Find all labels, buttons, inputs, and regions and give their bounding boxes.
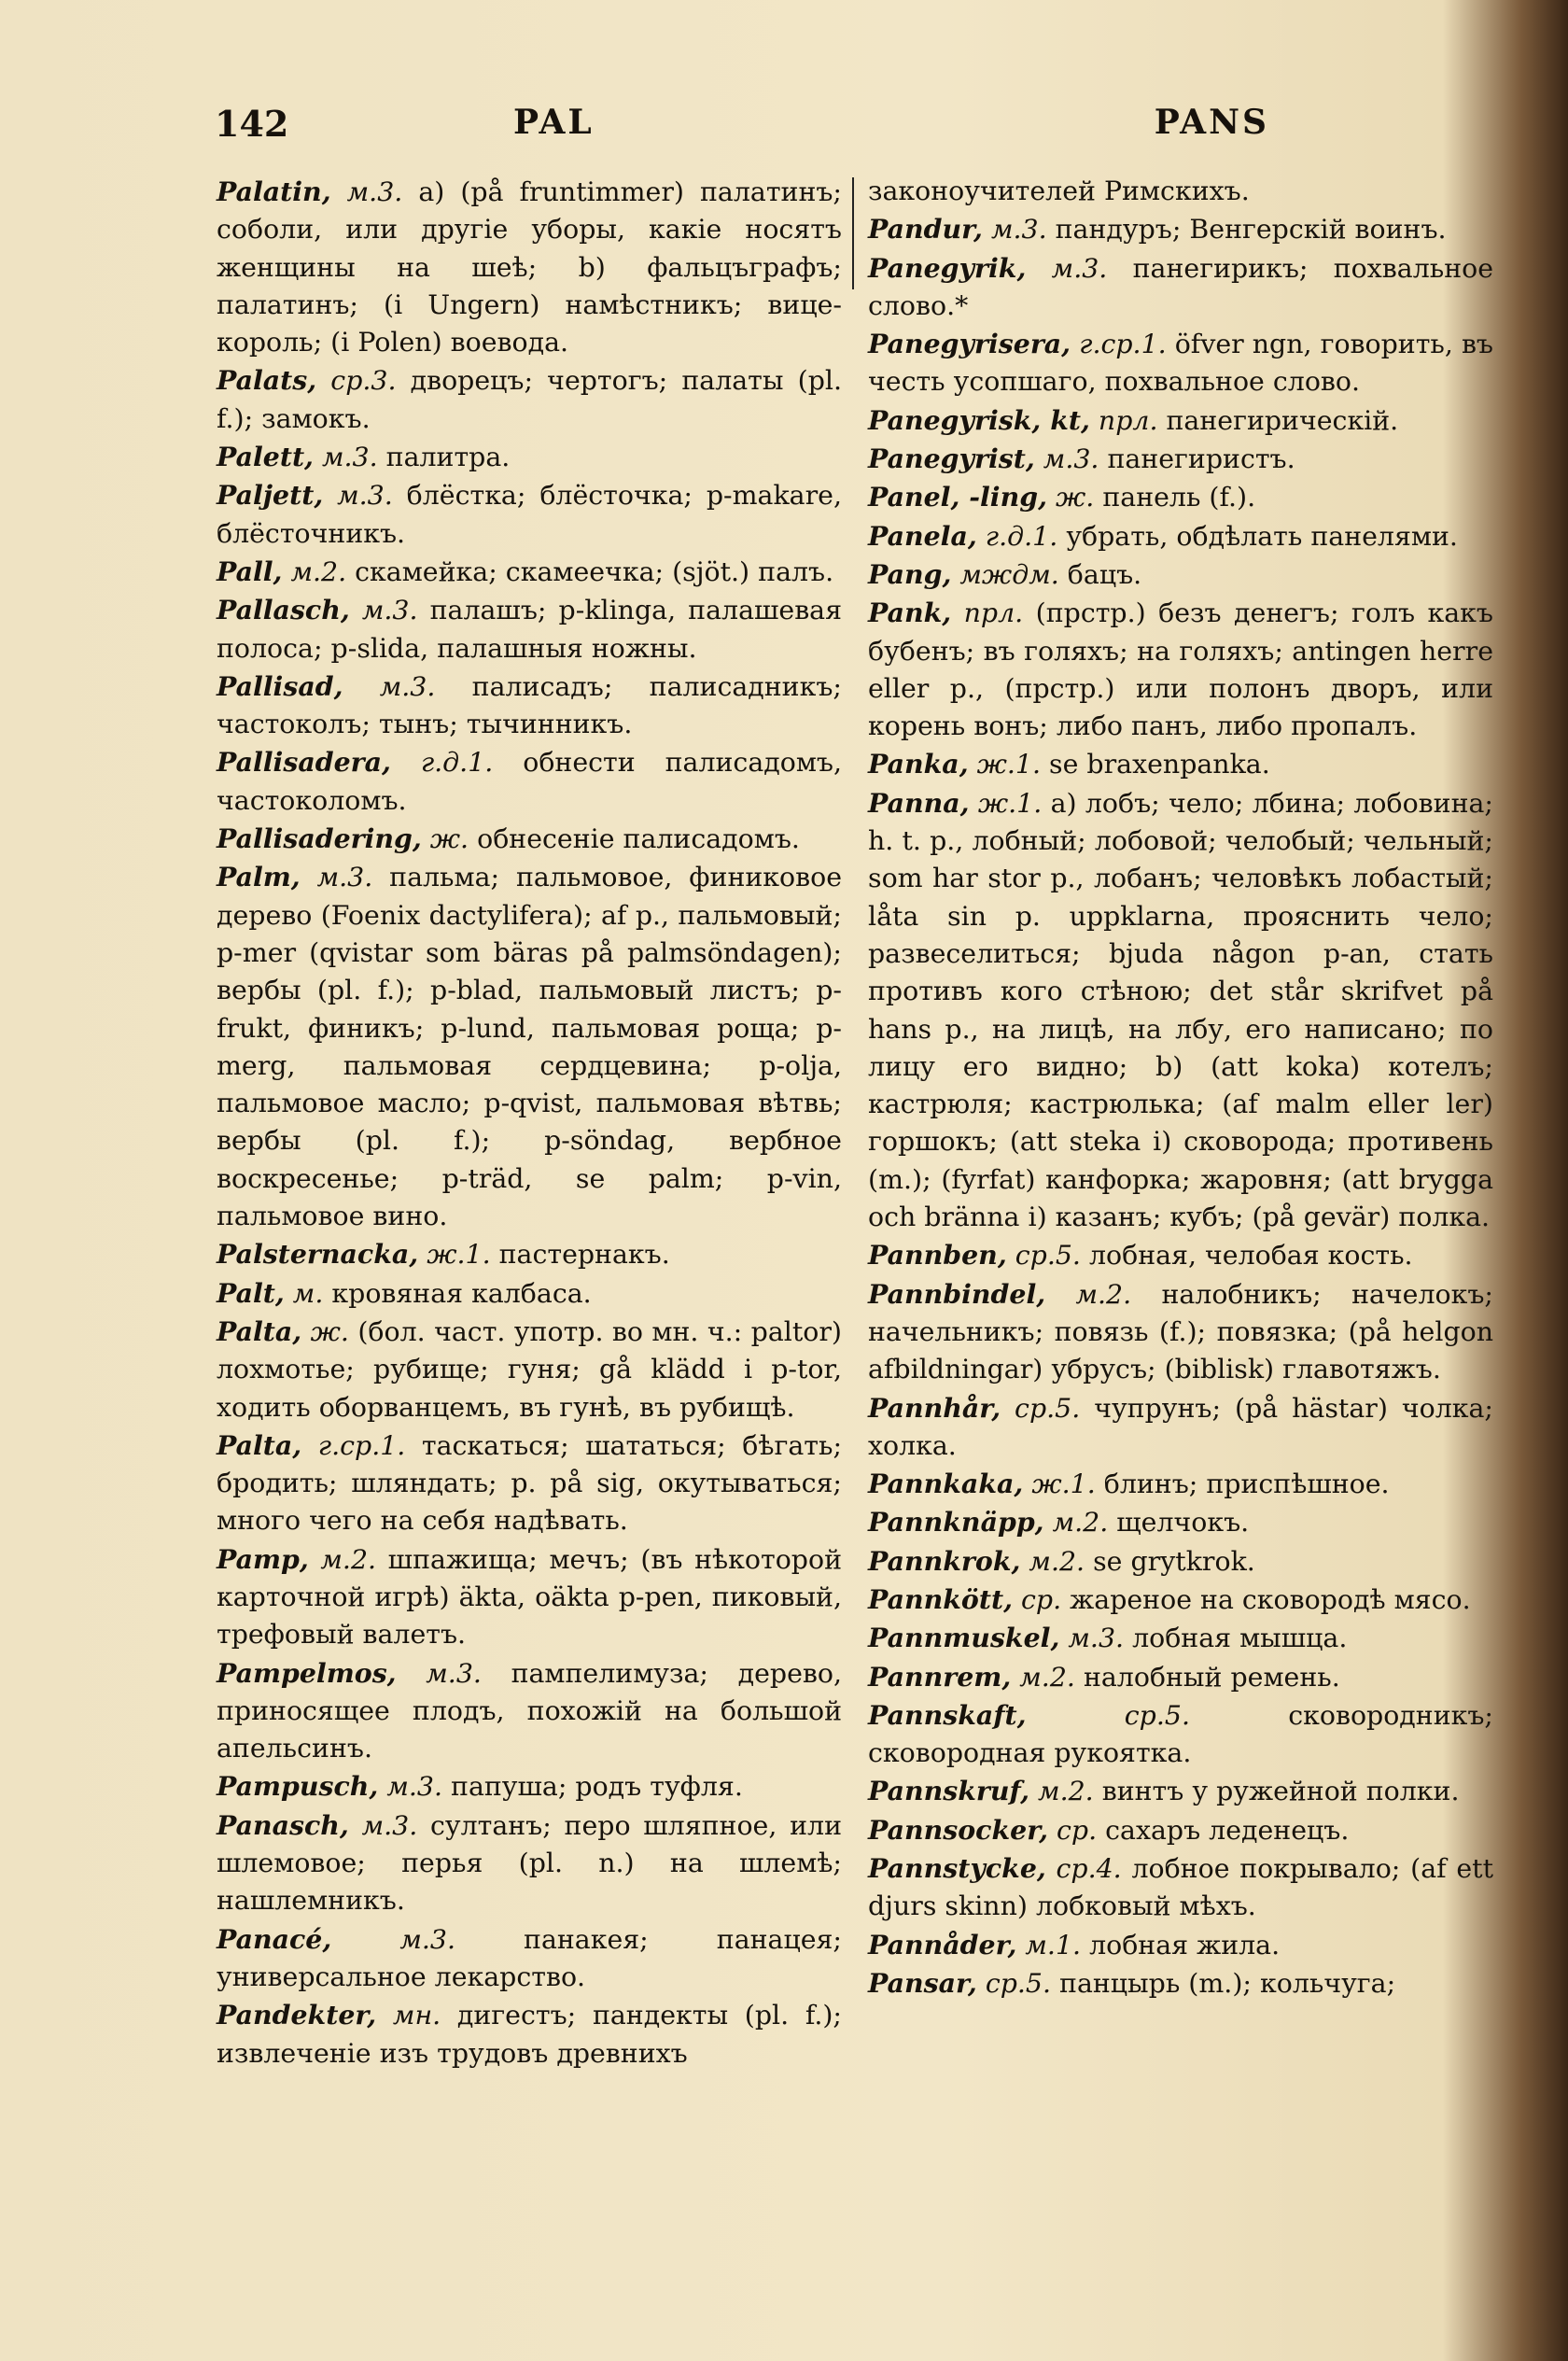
entry-headword: Palt, [217, 1276, 285, 1309]
entry-definition: панель (f.). [1102, 482, 1256, 513]
entry-definition: шпажища; мечъ; (въ нѣкоторой карточной игрѣ) äkta, oäkta p-pen, пиковый, трефовый валетъ. [217, 1543, 842, 1651]
dictionary-entry [217, 1654, 842, 1768]
entry-definition: обнести палисадомъ, частоколомъ. [217, 747, 842, 816]
entry-definition: панегирикъ; похвальное слово.* [868, 252, 1494, 321]
entry-definition: палашъ; p-klinga, палашевая полоса; p-slida, палашныя ножны. [217, 595, 843, 664]
entry-headword: Pandekter, [217, 1999, 377, 2031]
entry-headword: Pannben, [868, 1239, 1007, 1272]
entry-headword: Palett, [217, 441, 314, 473]
dictionary-entry [868, 1465, 1493, 1503]
guide-word-right: PANS [1154, 103, 1269, 142]
entry-definition: se grytkrok. [1093, 1545, 1255, 1577]
entry-definition: панцырь (m.); кольчуга; [1059, 1967, 1396, 1999]
entry-headword: Pannskruf, [868, 1775, 1029, 1807]
entry-headword: Pank, [868, 597, 952, 629]
entry-definition: дигестъ; пандекты (pl. f.); извлеченіе изъ трудовъ древнихъ [217, 2000, 843, 2069]
entry-headword: Panegyrik, [868, 251, 1027, 284]
entry-headword: Palats, [217, 364, 317, 397]
dictionary-entry [217, 438, 842, 476]
entry-grammar: ж. [310, 1315, 349, 1347]
entry-grammar: прл. [963, 597, 1024, 629]
page-number: 142 [215, 103, 289, 145]
entry-definition: жареное на сковородѣ мясо. [1070, 1583, 1471, 1615]
entry-grammar: г.ср.1. [1079, 329, 1167, 360]
entry-headword: Pannknäpp, [868, 1506, 1044, 1539]
entry-headword: Pallisadera, [217, 746, 391, 779]
entry-definition: панегирическій. [1166, 404, 1399, 436]
right-column [868, 173, 1493, 2003]
dictionary-entry [217, 1540, 842, 1654]
entry-headword: Pannkrok, [868, 1544, 1021, 1577]
dictionary-entry [868, 555, 1493, 594]
entry-headword: Pampusch, [217, 1770, 379, 1803]
dictionary-entry [868, 401, 1493, 440]
dictionary-entry [868, 1849, 1493, 1926]
entry-grammar: ср.3. [330, 365, 397, 397]
entry-headword: Palsternacka, [217, 1238, 419, 1271]
dictionary-entry [868, 1696, 1493, 1773]
entry-headword: Panasch, [217, 1808, 349, 1841]
dictionary-entry [868, 1926, 1493, 1964]
entry-grammar: м.3. [379, 670, 436, 702]
entry-definition: панегиристъ. [1107, 443, 1295, 475]
entry-grammar: м.2. [1075, 1278, 1132, 1310]
dictionary-entry [868, 1581, 1493, 1619]
entry-definition: налобный ремень. [1083, 1661, 1340, 1693]
entry-definition: лобная, челобая кость. [1088, 1240, 1413, 1272]
entry-grammar: м.3. [316, 862, 373, 893]
entry-grammar: м.3. [1043, 443, 1099, 475]
entry-definition: блинъ; приспѣшное. [1103, 1469, 1390, 1500]
entry-definition: палитра. [385, 442, 511, 473]
entry-grammar: ж.1. [1031, 1469, 1096, 1500]
dictionary-entry [868, 1236, 1493, 1274]
entry-definition: лобная жила. [1089, 1929, 1281, 1960]
dictionary-entry [217, 743, 842, 820]
entry-grammar: ср. [1057, 1814, 1098, 1846]
entry-headword: Pallisad, [217, 669, 343, 702]
entry-definition: щелчокъ. [1116, 1507, 1250, 1539]
dictionary-entry [217, 1920, 842, 1997]
entry-headword: Pall, [217, 555, 283, 587]
entry-headword: Pang, [868, 557, 952, 590]
entry-definition: панакея; панацея; универсальное лекарство. [217, 1923, 843, 1992]
entry-headword: Paljett, [217, 479, 324, 512]
entry-grammar: м.3. [337, 480, 393, 512]
entry-definition: бацъ. [1067, 558, 1142, 590]
entry-grammar: м.3. [426, 1657, 482, 1689]
entry-definition: пампелимуза; дерево, приносящее плодъ, похожій на большой апельсинъ. [217, 1657, 842, 1764]
entry-grammar: м.3. [346, 176, 403, 207]
entry-grammar: ж.1. [976, 749, 1041, 780]
dictionary-entry [868, 173, 1493, 210]
dictionary-entry [868, 745, 1493, 783]
entry-headword: Panegyrisk, kt, [868, 403, 1090, 436]
dictionary-entry [217, 173, 842, 361]
dictionary-entry [868, 1811, 1493, 1849]
entry-grammar: г.д.1. [420, 747, 494, 779]
dictionary-entry [217, 1996, 842, 2073]
entry-definition: a) (på fruntimmer) палатинъ; соболи, или другіе уборы, какіе носятъ женщины на шеѣ; b) фальцъграфъ; палатинъ; (i Ungern) намѣстникъ; вице-король; (i Polen) воевода. [217, 176, 842, 358]
entry-grammar: м.1. [1025, 1929, 1082, 1960]
dictionary-entry [868, 1275, 1493, 1389]
dictionary-entry [868, 517, 1493, 555]
dictionary-entry [217, 361, 842, 438]
column-divider [852, 177, 854, 289]
entry-grammar: м.3. [321, 442, 378, 473]
entry-headword: Pannhår, [868, 1391, 1001, 1424]
dictionary-entry [868, 249, 1493, 326]
entry-grammar: ср.5. [1015, 1240, 1081, 1272]
entry-definition: блёстка; блёсточка; p-makare, блёсточникъ. [217, 480, 842, 549]
dictionary-entry [868, 1542, 1493, 1581]
entry-definition: сковородникъ; сковородная рукоятка. [868, 1699, 1493, 1769]
entry-headword: Pallisadering, [217, 822, 422, 855]
entry-headword: Pannkaka, [868, 1468, 1024, 1500]
entry-definition: se braxenpanka. [1049, 749, 1270, 780]
entry-definition: a) лобъ; чело; лбина; лобовина; h. t. p., лобный; лобовой; челобый; чельный; som har stor p., лобанъ; человѣкъ лобастый; låta sin p. uppklarna, прояснить чело; развеселиться; bjuda någon p-an, стать противъ кого стѣною; det står skrifvet på hans p., на лицѣ, на лбу, его написано; по лицу его видно; b) (att koka) котелъ; кастрюля; кастрюлька; (af malm eller ler) горшокъ; (att steka i) сковорода; противень (m.); (fyrfat) канфорка; жаровня; (att brygga och bränna i) казанъ; кубъ; (på gevär) полка. [868, 787, 1493, 1233]
entry-definition: папуша; родъ туфля. [451, 1771, 743, 1803]
entry-headword: Pannstycke, [868, 1852, 1046, 1885]
dictionary-entry [217, 668, 842, 744]
entry-headword: Palta, [217, 1314, 302, 1347]
entry-headword: Pandur, [868, 213, 983, 246]
entry-grammar: м.3. [990, 214, 1047, 246]
entry-grammar: г.ср.1. [317, 1429, 406, 1461]
dictionary-entry [868, 1772, 1493, 1810]
entry-definition: (бол. част. употр. во мн. ч.: paltor) лохмотье; рубище; гуня; gå klädd i p-tor, ходить оборванцемъ, въ гунѣ, въ рубищѣ. [217, 1315, 842, 1423]
entry-headword: Panela, [868, 519, 977, 552]
entry-grammar: м.2. [290, 555, 347, 587]
dictionary-entry [868, 594, 1493, 745]
entry-headword: Pannsocker, [868, 1813, 1048, 1846]
entry-grammar: м.2. [1019, 1661, 1075, 1693]
entry-headword: Panacé, [217, 1922, 332, 1955]
dictionary-entry [868, 784, 1493, 1237]
entry-definition: палисадъ; палисадникъ; частоколъ; тынъ; тычинникъ. [217, 670, 842, 740]
dictionary-entry [217, 1235, 842, 1273]
entry-headword: Pannkött, [868, 1582, 1013, 1615]
entry-definition: султанъ; перо шляпное, или шлемовое; перья (pl. n.) на шлемѣ; нашлемникъ. [217, 1809, 843, 1917]
dictionary-entry [868, 1964, 1493, 2003]
entry-headword: Panna, [868, 786, 970, 819]
dictionary-entry [868, 210, 1493, 248]
entry-definition: пальма; пальмовое, финиковое дерево (Foenix dactylifera); af p., пальмовый; p-mer (qvistar som bäras på palmsöndagen); вербы (pl. f.); p-blad, пальмовый листъ; p-frukt, финикъ; p-lund, пальмовая роща; p-merg, пальмовая сердцевина; p-olja, пальмовое масло; p-qvist, пальмовая вѣтвь; вербы (pl. f.); p-söndag, вербное воскресенье; p-träd, se palm; p-vin, пальмовое вино. [217, 862, 843, 1232]
entry-headword: Pannrem, [868, 1660, 1012, 1693]
entry-headword: Pallasch, [217, 594, 350, 626]
entry-headword: Palm, [217, 861, 301, 893]
entry-headword: Pannmuskel, [868, 1622, 1060, 1654]
entry-headword: Panka, [868, 748, 969, 780]
entry-grammar: м.2. [320, 1543, 377, 1575]
entry-definition: налобникъ; начелокъ; начельникъ; повязь (f.); повязка; (på helgon afbildningar) убрусъ; (biblisk) главотяжъ. [868, 1278, 1493, 1385]
entry-continuation: законоучителей Римскихъ. [868, 176, 1250, 206]
entry-grammar: ж.1. [427, 1239, 491, 1271]
entry-grammar: м.3. [1051, 252, 1108, 284]
entry-definition: убрать, обдѣлать панелями. [1066, 520, 1458, 552]
entry-headword: Panel, -ling, [868, 481, 1047, 513]
left-column [217, 173, 842, 2073]
entry-headword: Pannåder, [868, 1928, 1017, 1960]
entry-definition: лобная мышца. [1132, 1623, 1348, 1654]
entry-definition: чупрунъ; (på hästar) чолка; холка. [868, 1392, 1493, 1461]
entry-grammar: ср.5. [985, 1967, 1051, 1999]
dictionary-entry [868, 1389, 1493, 1466]
entry-definition: (прстр.) безъ денегъ; голъ какъ бубенъ; въ голяхъ; на голяхъ; antingen herre eller p., (прстр.) или полонъ дворъ, или корень вонъ; либо панъ, либо пропалъ. [868, 597, 1493, 742]
entry-headword: Panegyrist, [868, 443, 1035, 475]
entry-definition: сахаръ леденецъ. [1105, 1814, 1350, 1846]
entry-grammar: м.2. [1029, 1545, 1085, 1577]
entry-definition: пандуръ; Венгерскій воинъ. [1055, 214, 1447, 246]
entry-definition: пастернакъ. [498, 1239, 670, 1271]
dictionary-entry [217, 553, 842, 591]
entry-grammar: мждм. [959, 558, 1059, 590]
guide-word-left: PAL [513, 103, 595, 142]
dictionary-entry [868, 440, 1493, 478]
dictionary-entry [217, 1806, 842, 1920]
entry-grammar: ср.4. [1056, 1853, 1122, 1885]
entry-grammar: м.2. [1052, 1507, 1109, 1539]
dictionary-entry [217, 1767, 842, 1806]
entry-definition: лобное покрывало; (af ett djurs skinn) лобковый мѣхъ. [868, 1853, 1493, 1922]
entry-headword: Palatin, [217, 176, 331, 207]
page-header [215, 103, 1484, 159]
entry-grammar: м.3. [1068, 1623, 1125, 1654]
entry-grammar: м. [292, 1277, 324, 1309]
dictionary-entry [217, 1426, 842, 1540]
entry-headword: Pamp, [217, 1542, 309, 1575]
dictionary-entry [868, 478, 1493, 516]
dictionary-entry [217, 1274, 842, 1313]
entry-definition: кровяная калбаса. [331, 1277, 592, 1309]
entry-definition: öfver ngn, говорить, въ честь усопшаго, похвальное слово. [868, 329, 1493, 398]
entry-grammar: ж. [1056, 482, 1095, 513]
entry-grammar: ж.1. [977, 787, 1043, 819]
dictionary-entry [868, 325, 1493, 401]
entry-headword: Panegyrisera, [868, 328, 1071, 360]
entry-grammar: м.3. [399, 1923, 455, 1955]
dictionary-entry [868, 1619, 1493, 1657]
dictionary-entry [868, 1503, 1493, 1541]
entry-grammar: ср.5. [1015, 1392, 1081, 1424]
entry-headword: Pansar, [868, 1966, 977, 1999]
entry-definition: таскаться; шататься; бѣгать; бродить; шляндать; p. på sig, окутываться; много чего на себя надѣвать. [217, 1429, 843, 1537]
entry-headword: Palta, [217, 1428, 302, 1461]
entry-grammar: м.2. [1038, 1776, 1094, 1807]
entry-definition: винтъ у ружейной полки. [1101, 1776, 1460, 1807]
entry-definition: обнесеніе палисадомъ. [477, 823, 800, 855]
entry-headword: Pannbindel, [868, 1277, 1046, 1310]
dictionary-entry [217, 591, 842, 668]
entry-grammar: г.д.1. [985, 520, 1058, 552]
entry-grammar: м.3. [386, 1771, 442, 1803]
dictionary-entry [217, 476, 842, 553]
dictionary-entry [217, 858, 842, 1235]
entry-headword: Pannskaft, [868, 1698, 1027, 1731]
entry-grammar: прл. [1098, 404, 1158, 436]
entry-grammar: ср.5. [1124, 1699, 1190, 1731]
entry-definition: скамейка; скамеечка; (sjöt.) палъ. [355, 555, 834, 587]
entry-grammar: мн. [392, 2000, 441, 2031]
entry-grammar: м.3. [361, 595, 418, 626]
entry-definition: дворецъ; чертогъ; палаты (pl. f.); замокъ. [217, 365, 842, 434]
entry-grammar: м.3. [361, 1809, 418, 1841]
dictionary-entry [868, 1658, 1493, 1696]
entry-grammar: ж. [429, 823, 469, 855]
dictionary-entry [217, 820, 842, 858]
dictionary-entry [217, 1313, 842, 1426]
entry-grammar: ср. [1021, 1583, 1062, 1615]
entry-headword: Pampelmos, [217, 1656, 397, 1689]
